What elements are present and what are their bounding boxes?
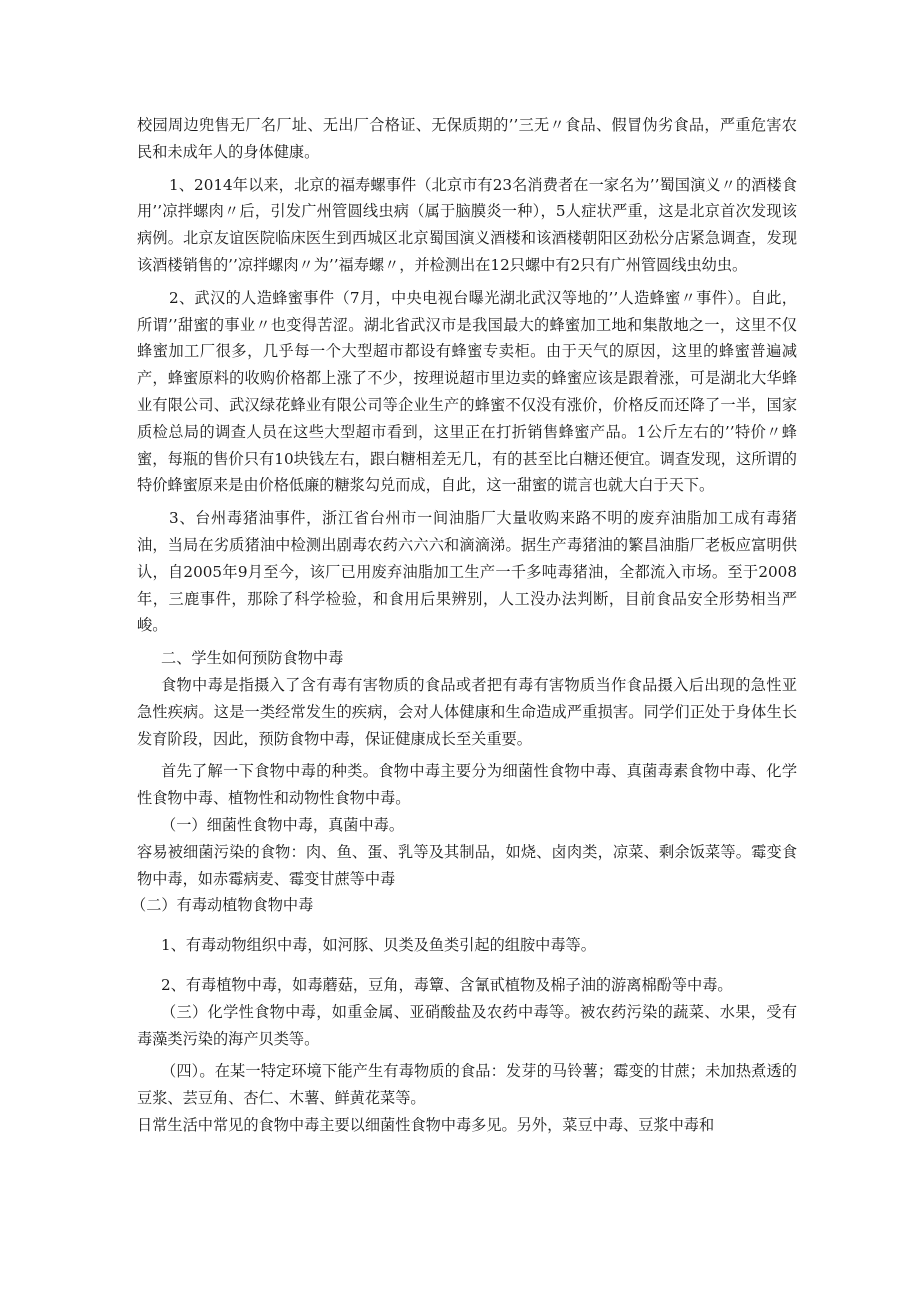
section-heading-2: 二、学生如何预防食物中毒 [161, 649, 344, 668]
paragraph-case-2: 2、武汉的人造蜂蜜事件（7月，中央电视台曝光湖北武汉等地的’’人造蜂蜜〃事件）。自此，所谓’’甜蜜的事业〃也变得苦涩。湖北省武汉市是我国最大的蜂蜜加工地和集散地之一，这里不仅蜂蜜加工厂很多，几乎每一个大型超市都设有蜂蜜专卖柜。由于天气的原因，这里的蜂蜜普遍减产，蜂蜜原料的收购价格都上涨了不少，按理说超市里边卖的蜂蜜应该是跟着涨，可是湖北大华蜂业有限公司、武汉绿花蜂业有限公司等企业生产的蜂蜜不仅没有涨价，价格反而还降了一半，国家质检总局的调查人员在这些大型超市看到，这里正在打折销售蜂蜜产品。1公斤左右的’’特价〃蜂蜜，每瓶的售价只有10块钱左右，跟白糖相差无几，有的甚至比白糖还便宜。调查发现，这所谓的特价蜂蜜原来是由价格低廉的糖浆勾兑而成，自此，这一甜蜜的谎言也就大白于天下。 [137, 288, 797, 495]
paragraph-special: （四）。在某一特定环境下能产生有毒物质的食品：发芽的马铃薯；霉变的甘蔗；未加热煮透的豆浆、芸豆角、杏仁、木薯、鲜黄花菜等。 [137, 1062, 797, 1108]
subheading-2: （二）有毒动植物食物中毒 [131, 896, 314, 915]
list-item-animal: 1、有毒动物组织中毒，如河豚、贝类及鱼类引起的组胺中毒等。 [161, 936, 596, 955]
paragraph-case-1: 1、2014年以来，北京的福寿螺事件（北京市有23名消费者在一家名为’’蜀国演义〃的酒楼食用’’凉拌螺肉〃后，引发广州管圆线虫病（属于脑膜炎一种），5人症状严重，这是北京首次发现该病例。北京友谊医院临床医生到西城区北京蜀国演义酒楼和该酒楼朝阳区劲松分店紧急调查，发现该酒楼销售的’’凉拌螺肉〃为’’福寿螺〃，并检测出在12只螺中有2只有广州管圆线虫幼虫。 [137, 175, 797, 274]
paragraph-intro: 校园周边兜售无厂名厂址、无出厂合格证、无保质期的’’三无〃食品、假冒伪劣食品，严重危害农民和未成年人的身体健康。 [137, 116, 797, 161]
document-page [131, 112, 797, 1139]
list-item-plant: 2、有毒植物中毒，如毒蘑菇，豆角，毒簟、含氰甙植物及棉子油的游离棉酚等中毒。 [161, 975, 733, 994]
paragraph-common: 日常生活中常见的食物中毒主要以细菌性食物中毒多见。另外，菜豆中毒、豆浆中毒和 [137, 1115, 715, 1134]
subheading-1: （一）细菌性食物中毒，真菌中毒。 [161, 815, 404, 834]
paragraph-definition: 食物中毒是指摄入了含有毒有害物质的食品或者把有毒有害物质当作食品摄入后出现的急性亚急性疾病。这是一类经常发生的疾病，会对人体健康和生命造成严重损害。同学们正处于身体生长发育阶段，因此，预防食物中毒，保证健康成长至关重要。 [137, 675, 797, 748]
paragraph-bacterial: 容易被细菌污染的食物：肉、鱼、蛋、乳等及其制品，如烧、卤肉类，凉菜、剩余饭菜等。霉变食物中毒，如赤霉病麦、霉变甘蔗等中毒 [137, 842, 797, 888]
paragraph-case-3: 3、台州毒猪油事件，浙江省台州市一间油脂厂大量收购来路不明的废弃油脂加工成有毒猪油，当局在劣质猪油中检测出剧毒农药六六六和滴滴涕。据生产毒猪油的繁昌油脂厂老板应富明供认，自2005年9月至今，该厂已用废弃油脂加工生产一千多吨毒猪油，全都流入市场。至于2008年，三鹿事件，那除了科学检验，和食用后果辨别，人工没办法判断，目前食品安全形势相当严峻。 [137, 509, 797, 635]
paragraph-chemical: （三）化学性食物中毒，如重金属、亚硝酸盐及农药中毒等。被农药污染的蔬菜、水果，受有毒藻类污染的海产贝类等。 [137, 1002, 797, 1048]
paragraph-types: 首先了解一下食物中毒的种类。食物中毒主要分为细菌性食物中毒、真菌毒素食物中毒、化学性食物中毒、植物性和动物性食物中毒。 [137, 762, 797, 808]
